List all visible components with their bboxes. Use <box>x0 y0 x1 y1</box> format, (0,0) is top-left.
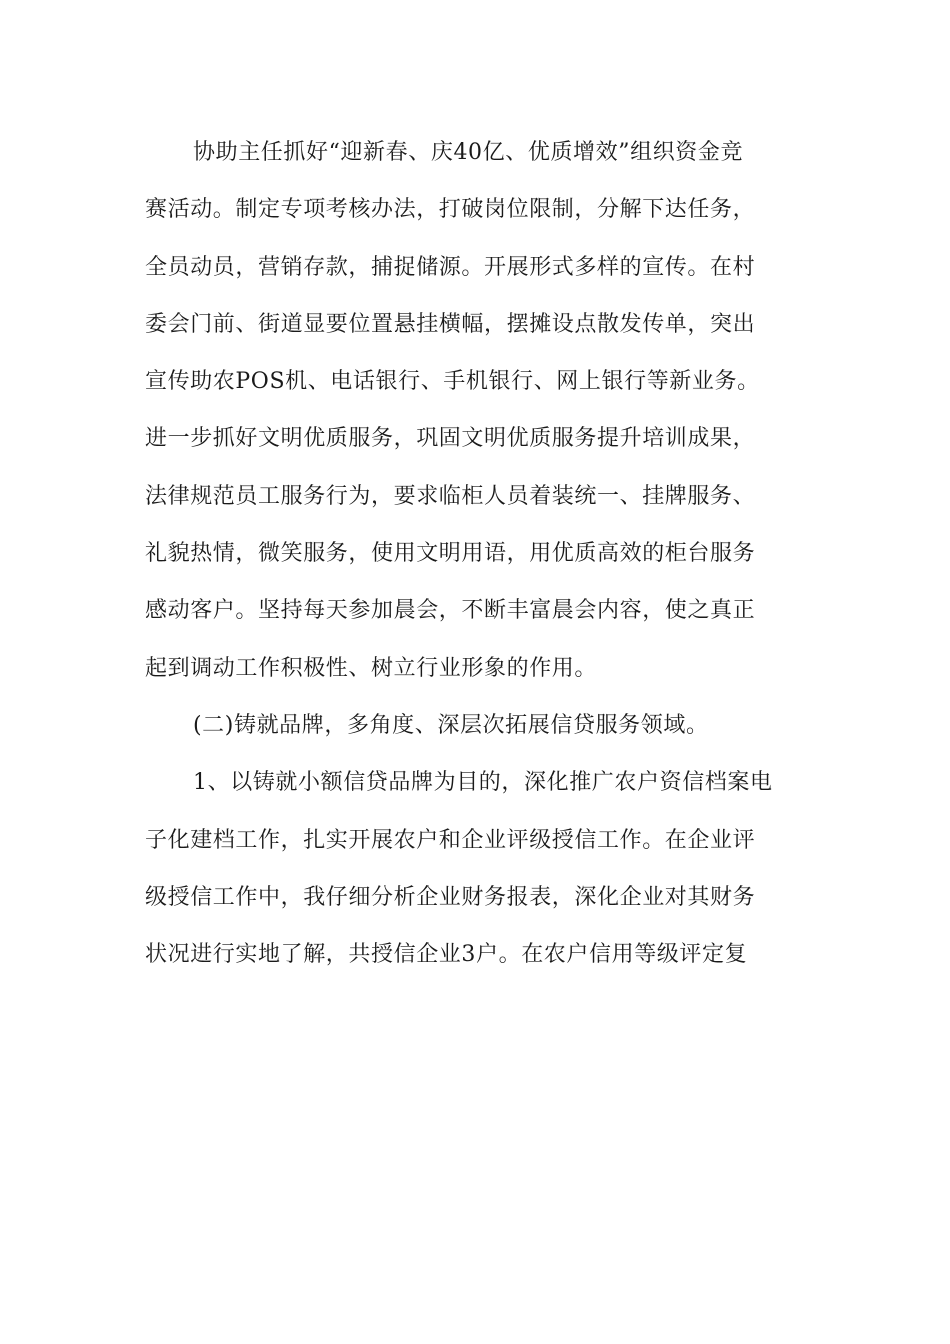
paragraph-line: 全员动员，营销存款，捕捉储源。开展形式多样的宣传。在村 <box>145 254 756 280</box>
paragraph-line: 赛活动。制定专项考核办法，打破岗位限制，分解下达任务， <box>145 197 756 223</box>
paragraph-line: 进一步抓好文明优质服务，巩固文明优质服务提升培训成果， <box>145 426 756 452</box>
paragraph-line: 法律规范员工服务行为，要求临柜人员着装统一、挂牌服务、 <box>145 483 756 509</box>
paragraph-line: 协助主任抓好“迎新春、庆40亿、优质增效”组织资金竞 <box>193 140 744 165</box>
paragraph-line: 1、以铸就小额信贷品牌为目的，深化推广农户资信档案电 <box>193 770 773 796</box>
paragraph-line: 级授信工作中，我仔细分析企业财务报表，深化企业对其财务 <box>145 884 756 910</box>
paragraph-line: 起到调动工作积极性、树立行业形象的作用。 <box>145 655 598 681</box>
paragraph-line: 委会门前、街道显要位置悬挂横幅，摆摊设点散发传单，突出 <box>145 311 756 337</box>
body-text <box>145 124 805 983</box>
paragraph-line: 状况进行实地了解，共授信企业3户。在农户信用等级评定复 <box>145 942 748 968</box>
paragraph-line: 礼貌热情，微笑服务，使用文明用语，用优质高效的柜台服务 <box>145 541 756 567</box>
section-heading: (二)铸就品牌，多角度、深层次拓展信贷服务领域。 <box>193 712 709 738</box>
paragraph-line: 子化建档工作，扎实开展农户和企业评级授信工作。在企业评 <box>145 827 756 853</box>
paragraph-line: 宣传助农POS机、电话银行、手机银行、网上银行等新业务。 <box>145 369 760 395</box>
paragraph-line: 感动客户。坚持每天参加晨会，不断丰富晨会内容，使之真正 <box>145 598 756 624</box>
